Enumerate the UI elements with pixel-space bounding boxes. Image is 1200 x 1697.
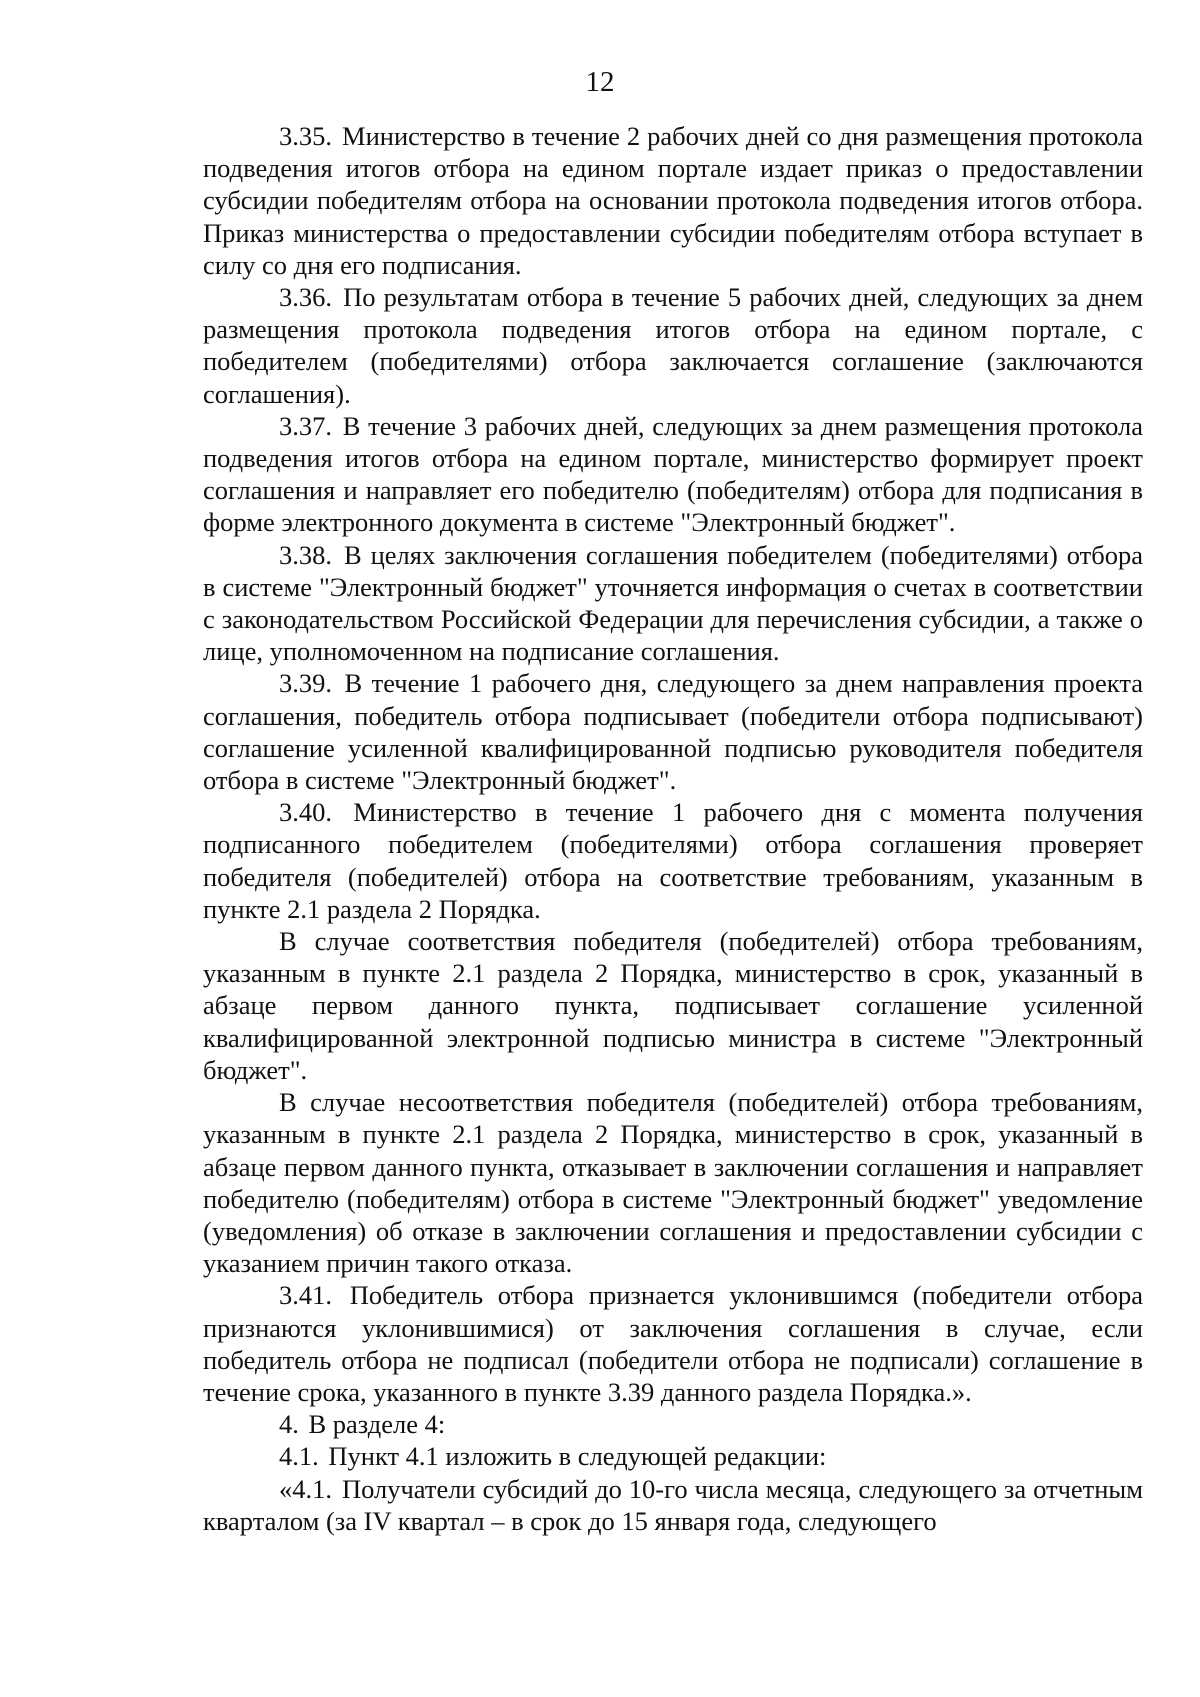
paragraph-3-40 — [203, 796, 1143, 925]
paragraph-number: 3.41. — [279, 1280, 332, 1311]
paragraph-text: Пункт 4.1 изложить в следующей редакции: — [328, 1441, 827, 1472]
paragraph-compliance — [203, 925, 1143, 1086]
paragraph-4-1-amend — [203, 1440, 1143, 1472]
paragraph-text: В случае соответствия победителя (победителей) отбора требованиям, указанным в пункте 2.1 раздела 2 Порядка, министерство в срок, указанный в абзаце первом данного пункта, подписывает соглашение усиленной квалифицированной электронной подписью министра в системе "Электронный бюджет". — [203, 926, 1143, 1085]
paragraph-number: 3.40. — [279, 797, 332, 828]
paragraph-noncompliance — [203, 1086, 1143, 1279]
paragraph-3-38 — [203, 539, 1143, 668]
paragraph-text: В разделе 4: — [308, 1409, 446, 1440]
paragraph-text: В течение 1 рабочего дня, следующего за днем направления проекта соглашения, победитель отбора подписывает (победители отбора подписывают) соглашение усиленной квалифицированной подписью руководителя победителя отбора в системе "Электронный бюджет". — [203, 668, 1143, 796]
paragraph-3-37 — [203, 410, 1143, 539]
paragraph-number: «4.1. — [279, 1473, 332, 1504]
paragraph-number: 3.39. — [279, 668, 332, 699]
paragraph-number: 4. — [279, 1409, 299, 1440]
paragraph-text: Победитель отбора признается уклонившимся (победители отбора признаются уклонившимися) от заключения соглашения в случае, если победитель отбора не подписал (победители отбора не подписали) соглашение в течение срока, указанного в пункте 3.39 данного раздела Порядка.». — [203, 1280, 1144, 1407]
page-number: 12 — [585, 66, 615, 98]
paragraph-text: В случае несоответствия победителя (победителей) отбора требованиям, указанным в пункте 2.1 раздела 2 Порядка, министерство в срок, указанный в абзаце первом данного пункта, отказывает в заключении соглашения и направляет победителю (победителям) отбора в системе "Электронный бюджет" уведомление (уведомления) об отказе в заключении соглашения и предоставлении субсидии с указанием причин такого отказа. — [203, 1087, 1143, 1279]
paragraph-text: Получатели субсидий до 10-го числа месяца, следующего за отчетным кварталом (за IV квартал – в срок до 15 января года, следующего — [203, 1473, 1143, 1536]
paragraph-text: Министерство в течение 2 рабочих дней со дня размещения протокола подведения итогов отбора на едином портале издает приказ о предоставлении субсидии победителям отбора на основании протокола подведения итогов отбора. Приказ министерства о предоставлении субсидии победителям отбора вступает в силу со дня его подписания. — [203, 121, 1143, 280]
paragraph-text: В течение 3 рабочих дней, следующих за днем размещения протокола подведения итогов отбора на едином портале, министерство формирует проект соглашения и направляет его победителю (победителям) отбора для подписания в форме электронного документа в системе "Электронный бюджет". — [203, 410, 1143, 538]
paragraph-number: 3.37. — [279, 410, 332, 441]
paragraph-number: 4.1. — [279, 1441, 319, 1472]
paragraph-3-36 — [203, 281, 1143, 410]
paragraph-section-4 — [203, 1408, 1143, 1440]
paragraph-3-39 — [203, 667, 1143, 796]
paragraph-3-41 — [203, 1279, 1143, 1408]
paragraph-number: 3.36. — [279, 282, 332, 313]
paragraph-text: Министерство в течение 1 рабочего дня с момента получения подписанного победителем (победителями) отбора соглашения проверяет победителя (победителей) отбора на соответствие требованиям, указанным в пункте 2.1 раздела 2 Порядка. — [203, 797, 1143, 924]
document-body — [203, 120, 1143, 1537]
paragraph-text: В целях заключения соглашения победителем (победителями) отбора в системе "Электронный бюджет" уточняется информация о счетах в соответствии с законодательством Российской Федерации для перечисления субсидии, а также о лице, уполномоченном на подписание соглашения. — [203, 539, 1144, 667]
paragraph-number: 3.38. — [279, 539, 332, 570]
paragraph-4-1-new — [203, 1473, 1143, 1537]
paragraph-number: 3.35. — [279, 121, 332, 151]
paragraph-text: По результатам отбора в течение 5 рабочих дней, следующих за днем размещения протокола подведения итогов отбора на едином портале, с победителем (победителями) отбора заключается соглашение (заключаются соглашения). — [203, 282, 1143, 409]
paragraph-3-35 — [203, 120, 1143, 281]
